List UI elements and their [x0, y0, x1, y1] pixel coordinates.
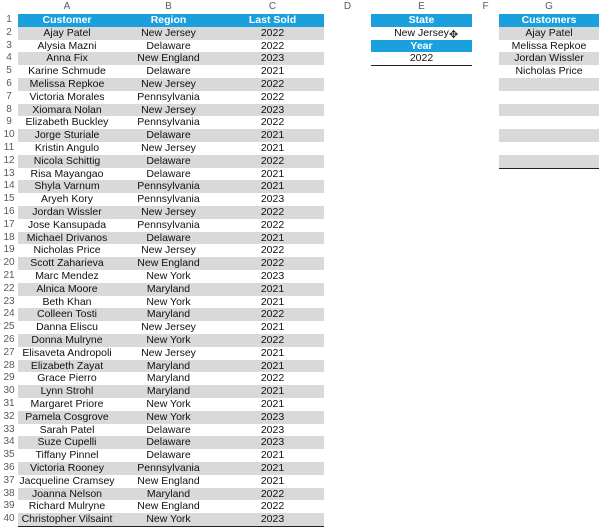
- table-cell[interactable]: Alysia Mazni: [37, 39, 97, 52]
- row-header-30[interactable]: 30: [3, 385, 15, 397]
- row-header-23[interactable]: 23: [3, 295, 15, 307]
- table-cell[interactable]: 2021: [221, 180, 324, 193]
- year-label[interactable]: Year: [371, 40, 472, 53]
- table-cell[interactable]: 2023: [221, 513, 324, 527]
- table-cell[interactable]: Xiomara Nolan: [18, 104, 116, 117]
- customers-result-cell[interactable]: [499, 155, 599, 169]
- table-cell[interactable]: New York: [146, 270, 191, 282]
- row-header-26[interactable]: 26: [3, 334, 15, 345]
- column-header-c[interactable]: C: [268, 1, 277, 12]
- table-cell[interactable]: New Jersey: [141, 346, 196, 359]
- table-cell[interactable]: 2021: [221, 462, 324, 475]
- table-cell[interactable]: 2021: [260, 65, 285, 78]
- table-cell[interactable]: 2022: [221, 257, 324, 270]
- table-cell[interactable]: New England: [137, 474, 200, 487]
- table-cell[interactable]: Maryland: [116, 308, 221, 321]
- row-header-10[interactable]: 10: [3, 129, 15, 141]
- row-header-16[interactable]: 16: [3, 206, 15, 217]
- row-header-36[interactable]: 36: [3, 462, 15, 473]
- table-cell[interactable]: Suze Cupelli: [18, 436, 116, 449]
- table-cell[interactable]: Delaware: [146, 449, 191, 462]
- table-cell[interactable]: 2022: [221, 155, 324, 168]
- customers-result-cell[interactable]: [499, 116, 599, 129]
- table-cell[interactable]: Pennsylvania: [137, 218, 200, 231]
- column-header-b[interactable]: B: [165, 1, 172, 12]
- row-header-19[interactable]: 19: [3, 244, 15, 256]
- table-header-cell[interactable]: Region: [116, 14, 221, 27]
- row-header-21[interactable]: 21: [3, 270, 15, 281]
- customers-result-cell[interactable]: Nicholas Price: [515, 65, 583, 78]
- table-cell[interactable]: New England: [137, 500, 200, 513]
- row-header-20[interactable]: 20: [3, 257, 15, 269]
- table-cell[interactable]: 2021: [260, 295, 285, 308]
- table-cell[interactable]: Sarah Patel: [39, 423, 95, 436]
- table-cell[interactable]: New York: [116, 513, 221, 527]
- table-cell[interactable]: 2022: [260, 90, 285, 103]
- row-header-5[interactable]: 5: [6, 65, 12, 77]
- row-header-38[interactable]: 38: [3, 487, 15, 499]
- table-cell[interactable]: 2021: [260, 321, 285, 334]
- row-header-37[interactable]: 37: [3, 474, 15, 486]
- table-cell[interactable]: Melissa Repkoe: [18, 78, 116, 91]
- table-cell[interactable]: 2023: [221, 436, 324, 449]
- table-cell[interactable]: Maryland: [116, 283, 221, 296]
- row-header-33[interactable]: 33: [3, 423, 15, 435]
- customers-result-cell[interactable]: Melissa Repkoe: [511, 39, 587, 52]
- table-cell[interactable]: Delaware: [146, 423, 191, 436]
- table-cell[interactable]: Joanna Nelson: [18, 488, 116, 501]
- table-cell[interactable]: 2023: [260, 423, 285, 436]
- table-cell[interactable]: 2023: [221, 52, 324, 65]
- table-cell[interactable]: 2021: [221, 385, 324, 398]
- customers-result-cell[interactable]: Jordan Wissler: [499, 52, 599, 65]
- row-header-22[interactable]: 22: [3, 282, 15, 294]
- table-header-cell[interactable]: Last Sold: [221, 14, 324, 27]
- table-cell[interactable]: Victoria Morales: [29, 90, 105, 103]
- table-cell[interactable]: 2021: [260, 346, 285, 359]
- row-header-9[interactable]: 9: [6, 116, 12, 128]
- table-cell[interactable]: Jacqueline Cramsey: [19, 474, 115, 487]
- table-cell[interactable]: Richard Mulryne: [28, 500, 106, 513]
- table-cell[interactable]: Jordan Wissler: [18, 206, 116, 219]
- table-cell[interactable]: Nicholas Price: [33, 244, 101, 257]
- table-cell[interactable]: Elizabeth Buckley: [25, 116, 109, 129]
- table-cell[interactable]: 2022: [221, 27, 324, 40]
- table-cell[interactable]: 2022: [221, 488, 324, 501]
- table-cell[interactable]: Delaware: [116, 129, 221, 142]
- table-cell[interactable]: 2021: [221, 360, 324, 373]
- table-cell[interactable]: Anna Fix: [18, 52, 116, 65]
- table-cell[interactable]: New Jersey: [116, 104, 221, 117]
- table-cell[interactable]: 2021: [221, 232, 324, 245]
- table-cell[interactable]: Christopher Vilsaint: [18, 513, 116, 527]
- table-cell[interactable]: 2022: [221, 206, 324, 219]
- table-cell[interactable]: 2023: [260, 270, 285, 282]
- table-cell[interactable]: New Jersey: [116, 27, 221, 40]
- table-cell[interactable]: Tiffany Pinnel: [35, 449, 99, 462]
- table-cell[interactable]: Colleen Tosti: [18, 308, 116, 321]
- table-cell[interactable]: New Jersey: [116, 78, 221, 91]
- table-cell[interactable]: Michael Drivanos: [18, 232, 116, 245]
- table-cell[interactable]: New York: [146, 295, 191, 308]
- row-header-32[interactable]: 32: [3, 410, 15, 422]
- table-cell[interactable]: Nicola Schittig: [18, 155, 116, 168]
- table-cell[interactable]: Victoria Rooney: [18, 462, 116, 475]
- row-header-11[interactable]: 11: [3, 142, 15, 153]
- row-header-17[interactable]: 17: [3, 218, 15, 230]
- year-input[interactable]: 2022: [371, 52, 472, 66]
- row-header-35[interactable]: 35: [3, 449, 15, 461]
- table-cell[interactable]: Maryland: [116, 385, 221, 398]
- table-cell[interactable]: Aryeh Kory: [41, 193, 93, 206]
- row-header-31[interactable]: 31: [3, 398, 15, 409]
- customers-result-cell[interactable]: [499, 142, 599, 155]
- row-header-27[interactable]: 27: [3, 346, 15, 358]
- table-cell[interactable]: Delaware: [116, 232, 221, 245]
- row-header-3[interactable]: 3: [6, 39, 12, 51]
- customers-result-cell[interactable]: [499, 129, 599, 142]
- table-cell[interactable]: Marc Mendez: [35, 270, 99, 282]
- table-cell[interactable]: 2021: [221, 283, 324, 296]
- state-label[interactable]: State: [371, 14, 472, 27]
- table-cell[interactable]: 2021: [260, 474, 285, 487]
- table-cell[interactable]: New Jersey: [141, 142, 196, 154]
- row-header-34[interactable]: 34: [3, 436, 15, 448]
- table-cell[interactable]: Shyla Varnum: [18, 180, 116, 193]
- table-cell[interactable]: Margaret Priore: [30, 398, 104, 410]
- table-cell[interactable]: Pennsylvania: [116, 180, 221, 193]
- table-cell[interactable]: Pennsylvania: [137, 193, 200, 206]
- table-cell[interactable]: 2022: [260, 116, 285, 129]
- row-header-14[interactable]: 14: [3, 180, 15, 192]
- customers-result-cell[interactable]: [499, 104, 599, 117]
- table-cell[interactable]: 2021: [260, 167, 285, 180]
- table-cell[interactable]: Lynn Strohl: [18, 385, 116, 398]
- table-cell[interactable]: Delaware: [146, 167, 191, 180]
- row-header-25[interactable]: 25: [3, 321, 15, 333]
- table-cell[interactable]: 2022: [260, 372, 285, 385]
- table-cell[interactable]: Kristin Angulo: [34, 142, 100, 154]
- table-header-cell[interactable]: Customer: [18, 14, 116, 27]
- table-cell[interactable]: Maryland: [116, 488, 221, 501]
- table-cell[interactable]: 2023: [221, 411, 324, 424]
- table-cell[interactable]: 2023: [260, 193, 285, 206]
- row-header-2[interactable]: 2: [6, 26, 12, 38]
- state-input[interactable]: New Jersey: [371, 27, 472, 41]
- table-cell[interactable]: Pennsylvania: [116, 462, 221, 475]
- table-cell[interactable]: 2022: [260, 500, 285, 513]
- table-cell[interactable]: Grace Pierro: [37, 372, 97, 385]
- table-cell[interactable]: Jorge Sturiale: [18, 129, 116, 142]
- table-cell[interactable]: Pennsylvania: [137, 116, 200, 129]
- row-header-24[interactable]: 24: [3, 308, 15, 320]
- row-header-7[interactable]: 7: [6, 90, 12, 102]
- table-cell[interactable]: 2022: [260, 39, 285, 52]
- table-cell[interactable]: 2022: [260, 218, 285, 231]
- row-header-8[interactable]: 8: [6, 103, 12, 115]
- plus-cursor-icon: ✥: [449, 29, 459, 41]
- table-cell[interactable]: Delaware: [146, 65, 191, 78]
- table-cell[interactable]: New Jersey: [141, 321, 196, 334]
- table-cell[interactable]: Danna Eliscu: [36, 321, 98, 334]
- table-cell[interactable]: Pennsylvania: [137, 90, 200, 103]
- table-cell[interactable]: New Jersey: [116, 206, 221, 219]
- table-cell[interactable]: Delaware: [116, 436, 221, 449]
- customers-header[interactable]: Customers: [499, 14, 599, 27]
- row-header-13[interactable]: 13: [3, 167, 15, 179]
- column-header-f[interactable]: F: [482, 1, 489, 12]
- table-cell[interactable]: 2021: [260, 398, 285, 410]
- table-cell[interactable]: Delaware: [146, 39, 191, 52]
- row-header-4[interactable]: 4: [6, 52, 12, 64]
- row-header-40[interactable]: 40: [3, 513, 15, 525]
- table-cell[interactable]: New Jersey: [141, 244, 196, 257]
- table-cell[interactable]: Beth Khan: [42, 295, 92, 308]
- row-header-6[interactable]: 6: [6, 78, 12, 89]
- column-header-g[interactable]: G: [545, 1, 553, 12]
- table-cell[interactable]: 2022: [221, 78, 324, 91]
- column-headers: [0, 0, 602, 14]
- table-cell[interactable]: New England: [116, 257, 221, 270]
- table-cell[interactable]: 2021: [260, 142, 285, 154]
- table-cell[interactable]: Risa Mayangao: [30, 167, 104, 180]
- row-header-12[interactable]: 12: [3, 154, 15, 166]
- row-header-39[interactable]: 39: [3, 500, 15, 512]
- table-cell[interactable]: Karine Schmude: [28, 65, 106, 78]
- table-cell[interactable]: 2023: [221, 104, 324, 117]
- table-cell[interactable]: Maryland: [116, 360, 221, 373]
- customers-result-cell[interactable]: Ajay Patel: [499, 27, 599, 40]
- table-cell[interactable]: 2022: [221, 334, 324, 347]
- table-cell[interactable]: 2022: [221, 308, 324, 321]
- row-header-15[interactable]: 15: [3, 193, 15, 205]
- column-header-d[interactable]: D: [343, 1, 352, 12]
- table-cell[interactable]: Scott Zaharieva: [18, 257, 116, 270]
- table-cell[interactable]: Maryland: [146, 372, 191, 385]
- table-cell[interactable]: Ajay Patel: [18, 27, 116, 40]
- customers-result-cell[interactable]: [499, 78, 599, 91]
- row-header-18[interactable]: 18: [3, 231, 15, 243]
- table-cell[interactable]: Alnica Moore: [18, 283, 116, 296]
- table-cell[interactable]: Donna Mulryne: [18, 334, 116, 347]
- table-cell[interactable]: New England: [116, 52, 221, 65]
- row-header-29[interactable]: 29: [3, 372, 15, 384]
- table-cell[interactable]: Jose Kansupada: [27, 218, 107, 231]
- table-cell[interactable]: New York: [116, 334, 221, 347]
- row-header-28[interactable]: 28: [3, 359, 15, 371]
- table-cell[interactable]: Elizabeth Zayat: [18, 360, 116, 373]
- table-cell[interactable]: 2021: [260, 449, 285, 462]
- table-cell[interactable]: New York: [116, 411, 221, 424]
- table-cell[interactable]: Elisaveta Andropoli: [22, 346, 112, 359]
- table-cell[interactable]: Pamela Cosgrove: [18, 411, 116, 424]
- table-cell[interactable]: 2021: [221, 129, 324, 142]
- column-header-a[interactable]: A: [63, 1, 71, 12]
- table-cell[interactable]: Delaware: [116, 155, 221, 168]
- column-header-e[interactable]: E: [418, 1, 425, 12]
- table-cell[interactable]: New York: [146, 398, 191, 410]
- customers-result-cell[interactable]: [499, 91, 599, 104]
- row-header-1[interactable]: 1: [6, 14, 12, 25]
- table-cell[interactable]: 2022: [260, 244, 285, 257]
